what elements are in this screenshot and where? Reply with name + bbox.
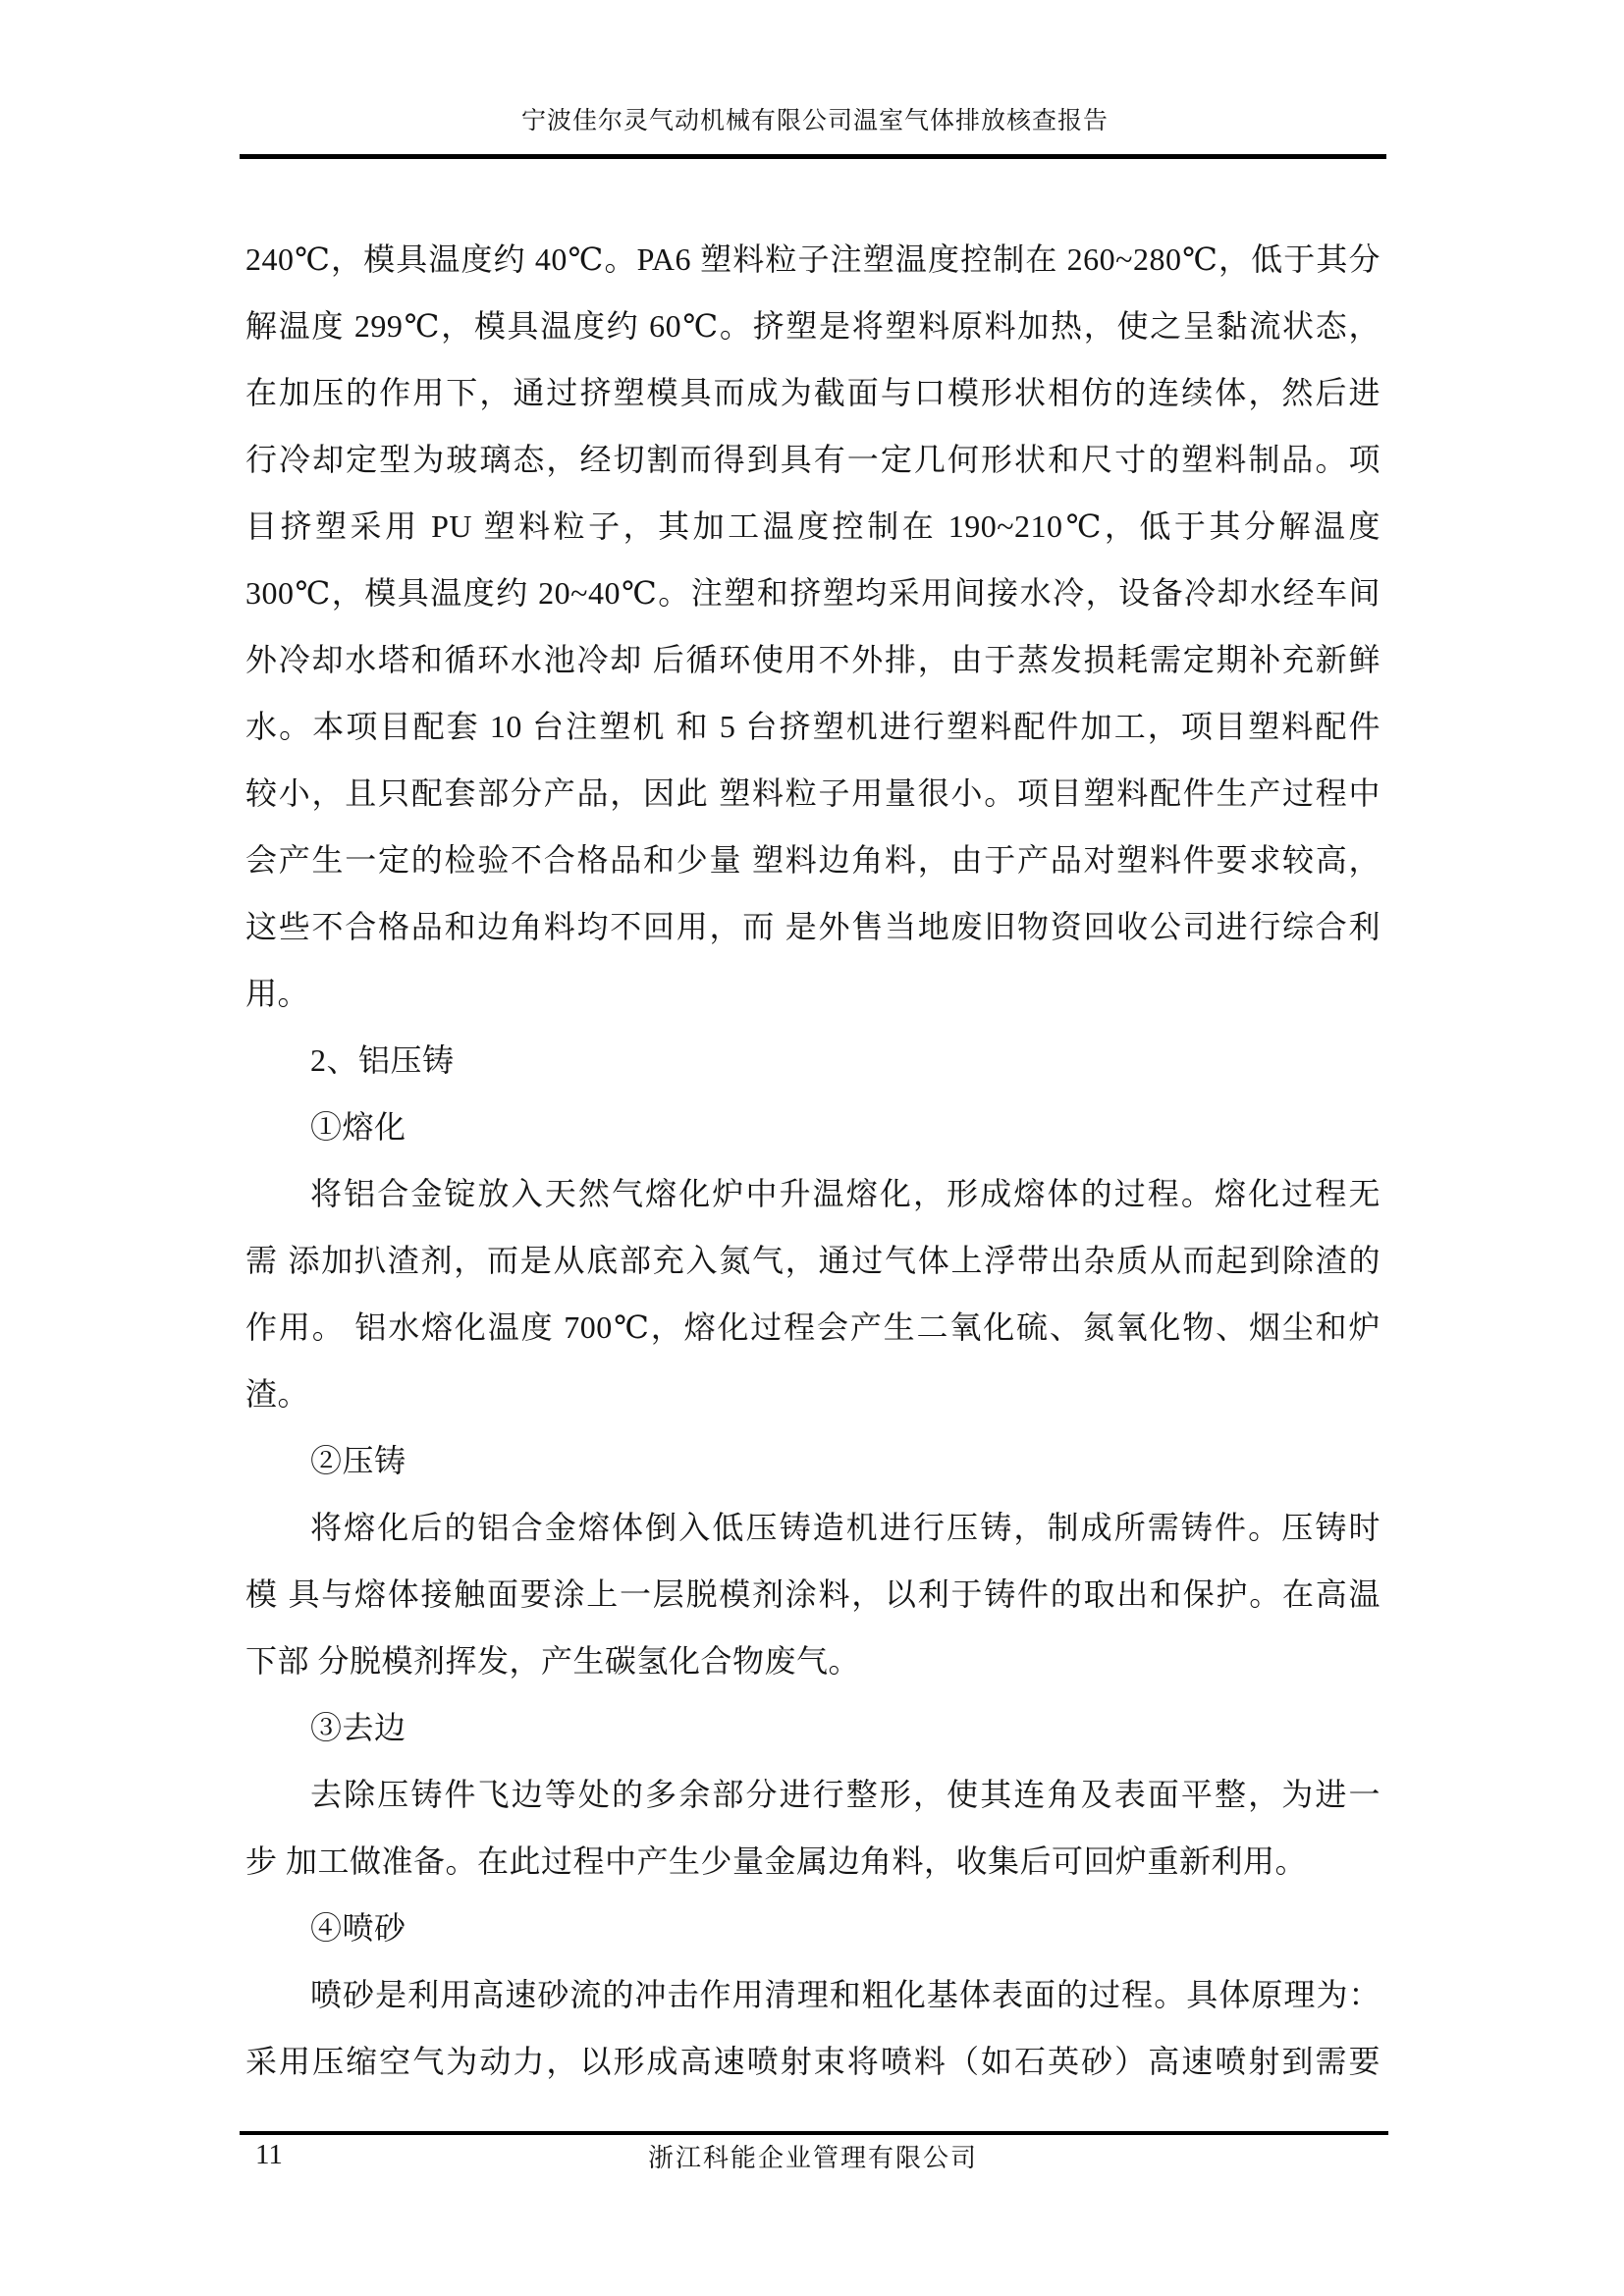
text-line: ②压铸 — [310, 1443, 406, 1478]
text-line: 模 具与熔体接触面要涂上一层脱模剂涂料，以利于铸件的取出和保护。在高温 — [245, 1576, 1380, 1612]
text-line: ③去边 — [310, 1710, 406, 1745]
text-line: 步 加工做准备。在此过程中产生少量金属边角料，收集后可回炉重新利用。 — [245, 1843, 1308, 1879]
text-line: 将铝合金锭放入天然气熔化炉中升温熔化，形成熔体的过程。熔化过程无 — [310, 1176, 1380, 1211]
text-line: 目挤塑采用 PU 塑料粒子，其加工温度控制在 190~210℃，低于其分解温度 — [245, 508, 1380, 544]
text-line: 这些不合格品和边角料均不回用，而 是外售当地废旧物资回收公司进行综合利 — [245, 909, 1380, 944]
page-header-title: 宁波佳尔灵气动机械有限公司温室气体排放核查报告 — [520, 108, 1109, 134]
footer-rule — [240, 2131, 1388, 2135]
page-number: 11 — [255, 2139, 283, 2170]
text-line: 240℃，模具温度约 40℃。PA6 塑料粒子注塑温度控制在 260~280℃，低于其分 — [245, 241, 1380, 277]
text-line: 2、铝压铸 — [310, 1042, 455, 1078]
text-line: 渣。 — [245, 1376, 310, 1412]
header-rule — [240, 154, 1386, 159]
text-line: 作用。 铝水熔化温度 700℃，熔化过程会产生二氧化硫、氮氧化物、烟尘和炉 — [245, 1309, 1380, 1345]
text-line: 会产生一定的检验不合格品和少量 塑料边角料，由于产品对塑料件要求较高， — [245, 842, 1380, 878]
text-line: 喷砂是利用高速砂流的冲击作用清理和粗化基体表面的过程。具体原理为： — [310, 1977, 1380, 2012]
text-line: 在加压的作用下，通过挤塑模具而成为截面与口模形状相仿的连续体，然后进 — [245, 375, 1380, 410]
text-line: ①熔化 — [310, 1109, 406, 1145]
text-line: 将熔化后的铝合金熔体倒入低压铸造机进行压铸，制成所需铸件。压铸时 — [310, 1510, 1380, 1545]
text-line: 下部 分脱模剂挥发，产生碳氢化合物废气。 — [245, 1643, 861, 1679]
text-line: 外冷却水塔和循环水池冷却 后循环使用不外排，由于蒸发损耗需定期补充新鲜 — [245, 642, 1380, 677]
text-line: 300℃，模具温度约 20~40℃。注塑和挤塑均采用间接水冷，设备冷却水经车间 — [245, 575, 1380, 611]
text-line: 行冷却定型为玻璃态，经切割而得到具有一定几何形状和尺寸的塑料制品。项 — [245, 442, 1380, 477]
body-text — [245, 226, 1380, 2095]
footer-company: 浙江科能企业管理有限公司 — [647, 2144, 978, 2172]
text-line: 较小，且只配套部分产品，因此 塑料粒子用量很小。项目塑料配件生产过程中 — [245, 775, 1380, 811]
text-line: ④喷砂 — [310, 1910, 406, 1946]
text-line: 用。 — [245, 976, 310, 1011]
text-line: 需 添加扒渣剂，而是从底部充入氮气，通过气体上浮带出杂质从而起到除渣的 — [245, 1243, 1380, 1278]
text-line: 采用压缩空气为动力，以形成高速喷射束将喷料（如石英砂）高速喷射到需要 — [245, 2044, 1380, 2079]
text-line: 解温度 299℃，模具温度约 60℃。挤塑是将塑料原料加热，使之呈黏流状态， — [245, 308, 1380, 344]
text-line: 去除压铸件飞边等处的多余部分进行整形，使其连角及表面平整，为进一 — [310, 1777, 1380, 1812]
text-line: 水。本项目配套 10 台注塑机 和 5 台挤塑机进行塑料配件加工，项目塑料配件 — [245, 709, 1380, 744]
